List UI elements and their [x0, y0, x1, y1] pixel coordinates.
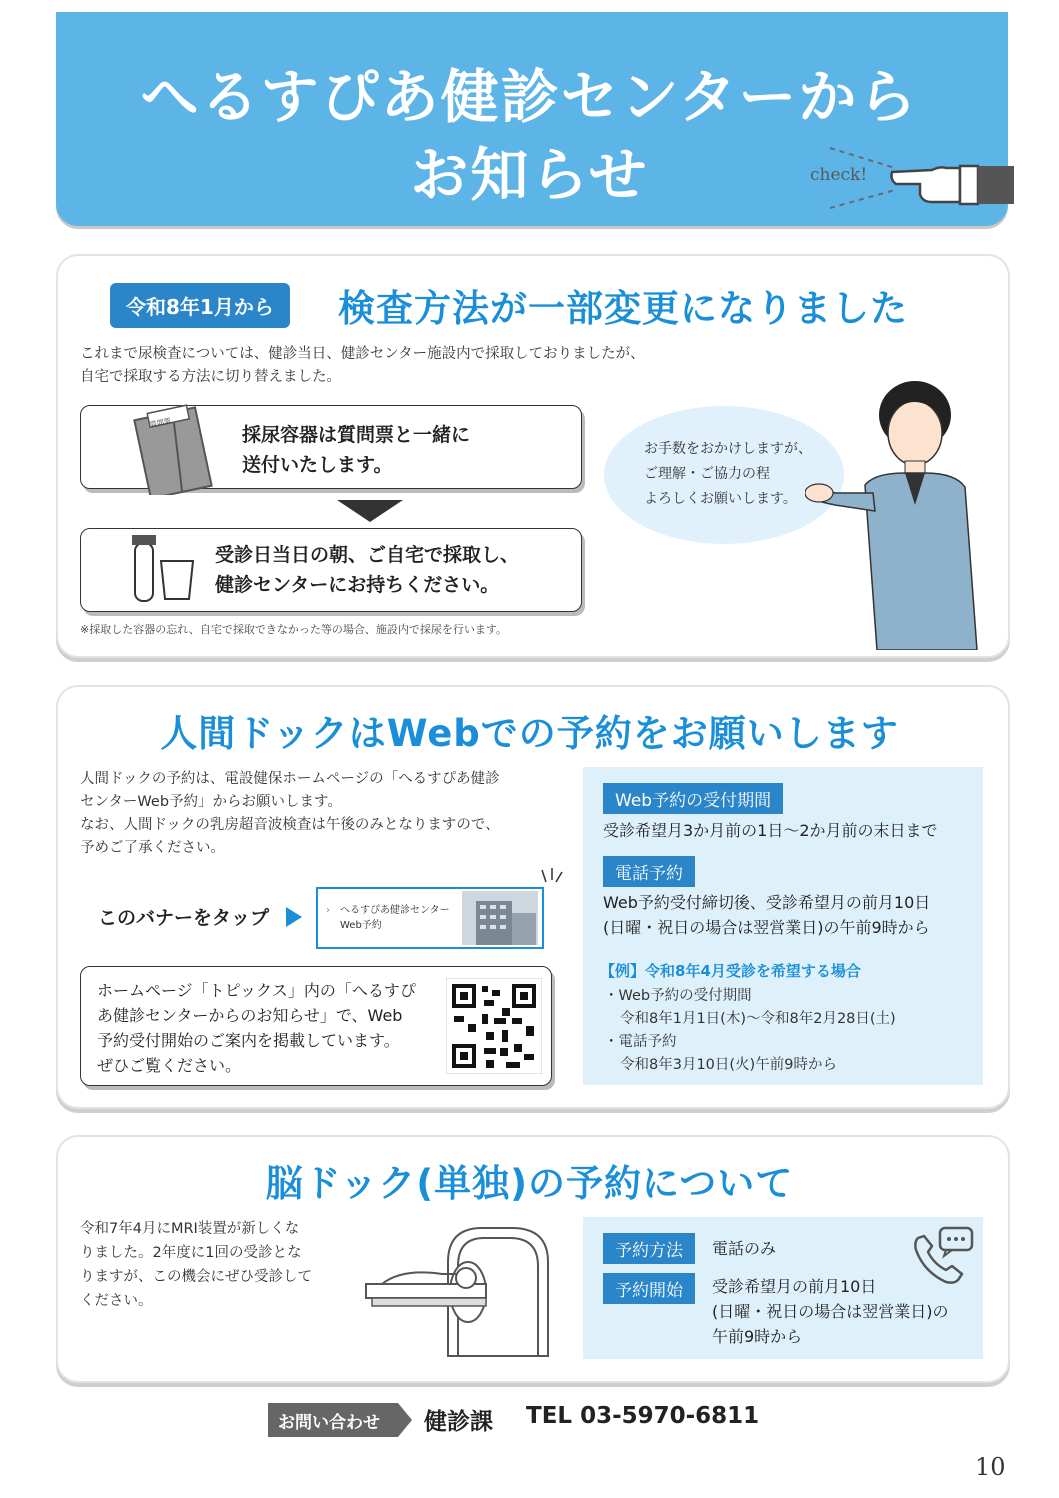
bubble-line: よろしくお願いします。 [644, 491, 797, 507]
section2-heading: 人間ドックはWebでの予約をお願いします [160, 712, 899, 755]
contact-label: お問い合わせ [278, 1413, 380, 1433]
step1-line: 送付いたします。 [242, 454, 393, 476]
contact-arrow-icon [390, 1403, 412, 1437]
section1-heading: 検査方法が一部変更になりました [338, 287, 908, 330]
start-tag: 予約開始 [603, 1273, 695, 1304]
intro-line: ください。 [80, 1293, 153, 1309]
example-line: ・電話予約 [604, 1034, 677, 1050]
down-arrow-icon [337, 500, 403, 522]
method-tag: 予約方法 [603, 1233, 695, 1264]
info-line: あ健診センターからのお知らせ」で、Web [97, 1006, 403, 1025]
intro-line: なお、人間ドックの乳房超音波検査は午後のみとなりますので、 [80, 817, 500, 833]
building-photo-icon [462, 891, 538, 945]
envelope-label: 質問票 [149, 416, 172, 430]
banner-chevron-icon: › [326, 905, 330, 916]
phone-line: Web予約受付締切後、受診希望月の前月10日 [603, 893, 931, 912]
phone-chat-icon [910, 1226, 974, 1290]
intro-line: これまで尿検査については、健診当日、健診センター施設内で採取しておりましたが、 [80, 346, 645, 362]
phone-line: (日曜・祝日の場合は翌営業日)の午前9時から [603, 918, 930, 937]
homepage-info-text [97, 978, 416, 1078]
step1-text [242, 420, 470, 480]
web-booking-banner[interactable] [316, 887, 544, 949]
section1-intro [80, 343, 645, 389]
intro-line: りました。2年度に1回の受診とな [80, 1245, 302, 1261]
example-line: ・Web予約の受付期間 [604, 988, 752, 1004]
step2-text [215, 540, 519, 600]
intro-line: 予めご了承ください。 [80, 840, 225, 856]
bubble-line: ご理解・ご協力の程 [644, 466, 770, 482]
start-line: 受診希望月の前月10日 [712, 1277, 877, 1296]
section2-intro [80, 768, 500, 860]
intro-line: 令和7年4月にMRI装置が新しくな [80, 1221, 300, 1237]
department-name: 健診課 [424, 1409, 493, 1435]
speech-bubble-text [644, 437, 812, 512]
date-badge: 令和8年1月から [110, 283, 290, 328]
section3-heading: 脳ドック(単独)の予約について [265, 1162, 794, 1205]
envelope-icon [120, 395, 215, 495]
bubble-line: お手数をおかけしますが、 [644, 441, 812, 457]
section1-note: ※採取した容器の忘れ、自宅で採取できなかった等の場合、施設内で採尿を行います。 [80, 623, 507, 636]
test-tube-and-cup-icon [125, 533, 200, 605]
title-line-1: へるすぴあ健診センターから [140, 63, 919, 131]
qr-code-icon[interactable] [446, 978, 542, 1074]
example-line: 令和8年1月1日(木)～令和8年2月28日(土) [620, 1011, 896, 1027]
info-line: ぜひご覧ください。 [97, 1056, 242, 1075]
example-line: 令和8年3月10日(火)午前9時から [620, 1057, 837, 1073]
step2-line: 受診日当日の朝、ご自宅で採取し、 [215, 544, 520, 566]
info-line: ホームページ「トピックス」内の「へるすぴ [97, 981, 416, 1000]
staff-woman-illustration [805, 375, 995, 650]
info-line: 予約受付開始のご案内を掲載しています。 [97, 1031, 400, 1050]
check-label: check! [810, 165, 868, 185]
phone-booking-text [603, 890, 930, 940]
tap-banner-label: このバナーをタップ [98, 907, 270, 929]
step1-line: 採尿容器は質問票と一緒に [242, 424, 471, 446]
intro-line: センターWeb予約」からお願いします。 [80, 794, 342, 810]
start-line: 午前9時から [712, 1327, 803, 1346]
step2-line: 健診センターにお持ちください。 [215, 574, 500, 596]
mri-machine-illustration [362, 1222, 562, 1362]
start-line: (日曜・祝日の場合は翌営業日)の [712, 1302, 949, 1321]
title-line-2: お知らせ [410, 141, 649, 209]
method-text: 電話のみ [712, 1239, 777, 1258]
tap-sparkle-icon [538, 866, 564, 886]
contact-phone: TEL 03-5970-6811 [526, 1403, 760, 1429]
section3-intro [80, 1217, 312, 1313]
intro-line: 人間ドックの予約は、電設健保ホームページの「へるすぴあ健診 [80, 771, 500, 787]
web-period-tag: Web予約の受付期間 [603, 783, 783, 814]
banner-line: へるすぴあ健診センター [340, 905, 450, 916]
arrow-right-icon [286, 907, 302, 927]
web-period-text: 受診希望月3か月前の1日～2か月前の末日まで [603, 821, 938, 840]
banner-line: Web予約 [340, 920, 382, 931]
phone-booking-tag: 電話予約 [603, 856, 695, 887]
intro-line: りますが、この機会にぜひ受診して [80, 1269, 312, 1285]
page-number: 10 [975, 1453, 1006, 1481]
example-details [604, 985, 896, 1077]
intro-line: 自宅で採取する方法に切り替えました。 [80, 369, 341, 385]
banner-text [340, 903, 450, 933]
example-title: 【例】令和8年4月受診を希望する場合 [600, 962, 861, 980]
